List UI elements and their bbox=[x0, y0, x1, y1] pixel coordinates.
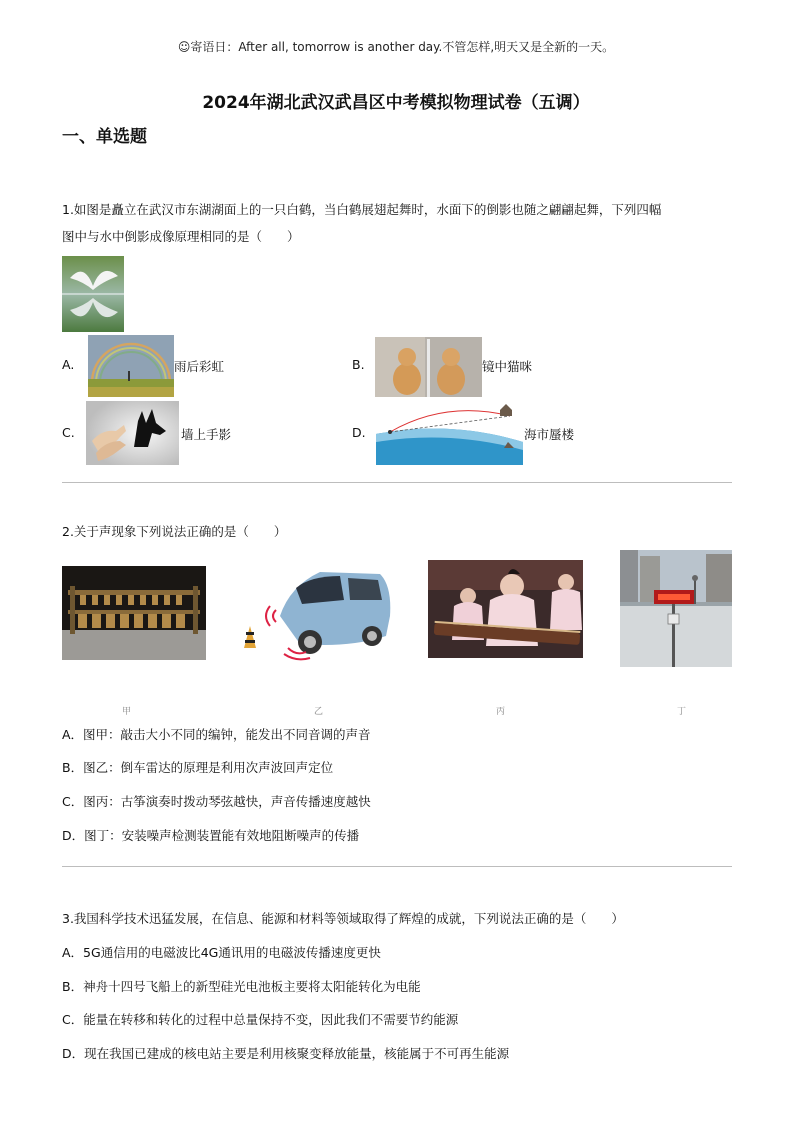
hand-shadow-image bbox=[86, 401, 179, 465]
caption-yi: 乙 bbox=[314, 707, 324, 717]
reversing-radar-image bbox=[240, 566, 393, 662]
q1-option-b-text: 镜中猫咪 bbox=[482, 359, 533, 374]
divider-1 bbox=[62, 482, 732, 483]
q1-option-d-label: D. bbox=[352, 425, 366, 440]
crane-reflection-image bbox=[62, 256, 124, 332]
q3-option-c: C．能量在转移和转化的过程中总量保持不变，因此我们不需要节约能源 bbox=[62, 1012, 459, 1027]
noise-monitor-image bbox=[620, 550, 732, 667]
cat-mirror-image bbox=[375, 337, 482, 397]
caption-ding: 丁 bbox=[677, 707, 687, 717]
q2-option-c: C．图丙：古筝演奏时拨动琴弦越快，声音传播速度越快 bbox=[62, 794, 371, 809]
question-3-stem: 3.我国科学技术迅猛发展，在信息、能源和材料等领域取得了辉煌的成就，下列说法正确的是（ ） bbox=[62, 911, 624, 926]
question-1-stem-line1: 1.如图是矗立在武汉市东湖湖面上的一只白鹤，当白鹤展翅起舞时，水面下的倒影也随之翩翩起舞，下列四幅 bbox=[62, 202, 662, 217]
q3-option-b: B．神舟十四号飞船上的新型硅光电池板主要将太阳能转化为电能 bbox=[62, 979, 421, 994]
q3-option-a: A．5G通信用的电磁波比4G通讯用的电磁波传播速度更快 bbox=[62, 945, 381, 960]
caption-bing: 丙 bbox=[496, 707, 506, 717]
mirage-image bbox=[376, 402, 523, 465]
motto-line: ☺寄语日：After all, tomorrow is another day.不管怎样,明天又是全新的一天。 bbox=[177, 40, 615, 54]
q1-option-b-label: B. bbox=[352, 357, 365, 372]
divider-2 bbox=[62, 866, 732, 867]
guzheng-image bbox=[428, 560, 583, 658]
rainbow-image bbox=[88, 335, 174, 397]
exam-title: 2024年湖北武汉武昌区中考模拟物理试卷（五调） bbox=[202, 93, 590, 113]
caption-jia: 甲 bbox=[122, 707, 132, 717]
q1-option-c-text: 墙上手影 bbox=[181, 427, 232, 442]
q1-option-c-label: C. bbox=[62, 425, 75, 440]
question-2-stem: 2.关于声现象下列说法正确的是（ ） bbox=[62, 524, 287, 539]
question-1-stem-line2: 图中与水中倒影成像原理相同的是（ ） bbox=[62, 229, 300, 244]
chime-bells-image bbox=[62, 566, 206, 660]
q1-option-a-text: 雨后彩虹 bbox=[174, 359, 225, 374]
q2-option-d: D．图丁：安装噪声检测装置能有效地阻断噪声的传播 bbox=[62, 828, 360, 843]
q1-option-a-label: A. bbox=[62, 357, 75, 372]
q2-option-b: B．图乙：倒车雷达的原理是利用次声波回声定位 bbox=[62, 760, 334, 775]
question-1-stem bbox=[62, 196, 732, 250]
section-heading: 一、单选题 bbox=[62, 127, 147, 147]
q2-option-a: A．图甲：敲击大小不同的编钟，能发出不同音调的声音 bbox=[62, 727, 371, 742]
q1-option-d-text: 海市蜃楼 bbox=[524, 427, 575, 442]
q3-option-d: D．现在我国已建成的核电站主要是利用核聚变释放能量，核能属于不可再生能源 bbox=[62, 1046, 510, 1061]
